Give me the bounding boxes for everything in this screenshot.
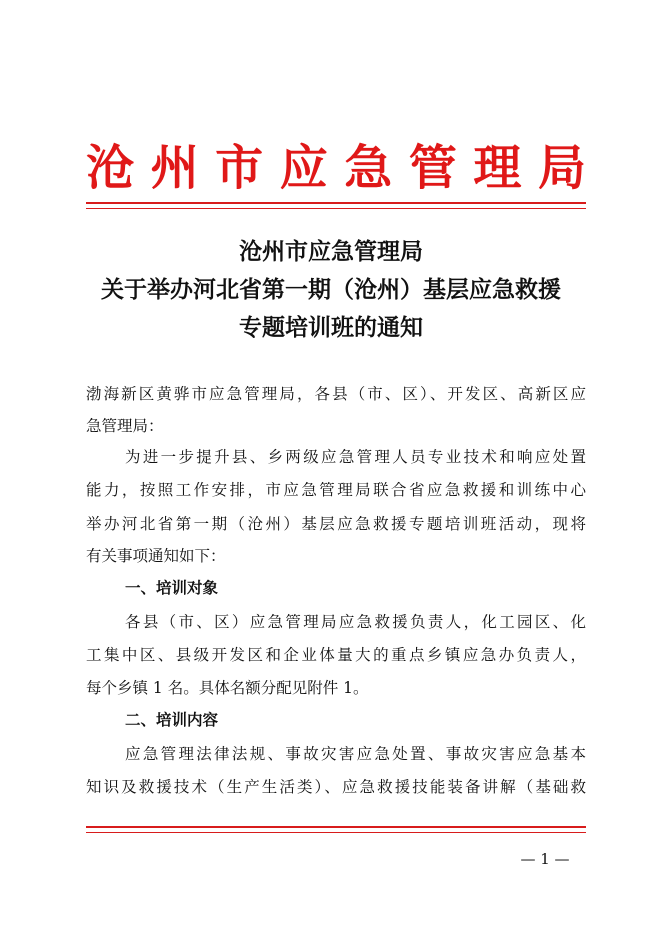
recipient-line-2: 急管理局： [86, 417, 164, 435]
footer-rule-thin [86, 832, 586, 833]
document-title-line-2: 关于举办河北省第一期（沧州）基层应急救援 [101, 276, 561, 303]
header-rule-thin [86, 208, 586, 209]
header-rule-thick [86, 202, 586, 204]
document-title-line-1: 沧州市应急管理局 [239, 238, 423, 265]
content-paragraph-line-1: 应急管理法律法规、事故灾害应急处置、事故灾害应急基本 [125, 745, 586, 763]
content-paragraph-line-2: 知识及救援技术（生产生活类）、应急救援技能装备讲解（基础救 [86, 778, 586, 796]
intro-paragraph-line-2: 能力，按照工作安排，市应急管理局联合省应急救援和训练中心 [86, 481, 586, 499]
trainees-paragraph-line-2: 工集中区、县级开发区和企业体量大的重点乡镇应急办负责人， [86, 646, 586, 664]
intro-paragraph-line-1: 为进一步提升县、乡两级应急管理人员专业技术和响应处置 [125, 448, 586, 466]
section-heading-content: 二、培训内容 [125, 711, 219, 729]
trainees-paragraph-line-3: 每个乡镇 1 名。具体名额分配见附件 1。 [86, 679, 369, 697]
document-title-line-3: 专题培训班的通知 [239, 314, 423, 341]
intro-paragraph-line-3: 举办河北省第一期（沧州）基层应急救援专题培训班活动，现将 [86, 515, 586, 533]
page-number: — 1 — [520, 850, 570, 868]
section-heading-trainees: 一、培训对象 [125, 579, 219, 597]
agency-header: 沧州市应急管理局 [86, 140, 586, 196]
intro-paragraph-line-4: 有关事项通知如下： [86, 547, 226, 565]
trainees-paragraph-line-1: 各县（市、区）应急管理局应急救援负责人，化工园区、化 [125, 613, 586, 631]
footer-rule-thick [86, 826, 586, 828]
recipient-line-1: 渤海新区黄骅市应急管理局，各县（市、区）、开发区、高新区应 [86, 385, 586, 403]
